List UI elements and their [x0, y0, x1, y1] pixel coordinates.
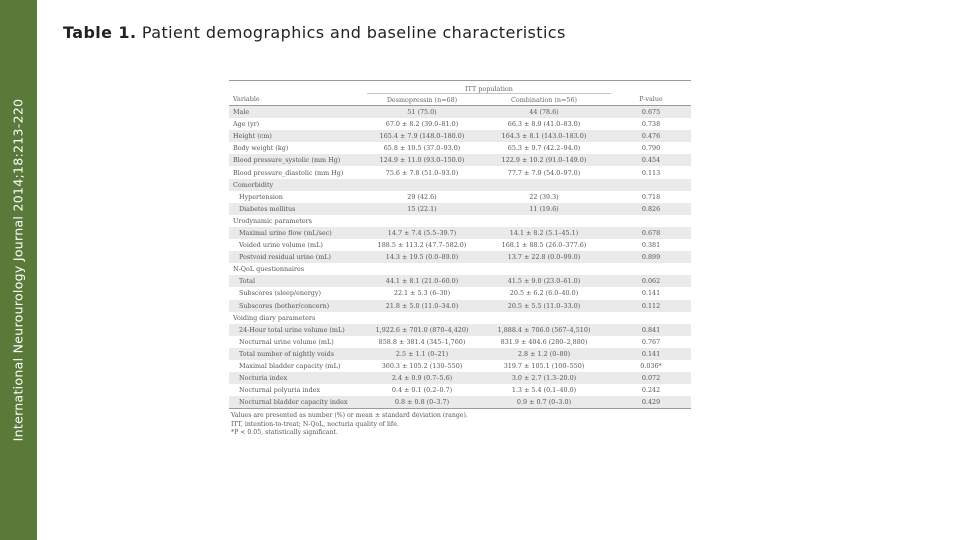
combination-value: 0.9 ± 0.7 (0–3.0) — [477, 396, 611, 409]
p-value: 0.429 — [611, 396, 691, 409]
p-value: 0.072 — [611, 372, 691, 384]
combination-value: 77.7 ± 7.9 (54.0–97.0) — [507, 168, 581, 177]
row-label: Hypertension — [239, 192, 283, 201]
column-header-pvalue: P-value — [611, 94, 691, 106]
desmopressin-value: 14.3 ± 19.5 (0.0–89.0) — [367, 251, 477, 263]
desmopressin-value: 21.8 ± 5.0 (11.0–34.0) — [367, 300, 477, 312]
row-label: Total — [229, 275, 367, 287]
desmopressin-value: 1,922.6 ± 701.0 (870–4,420) — [367, 324, 477, 336]
combination-value: 65.3 ± 9.7 (42.2–94.0) — [507, 144, 581, 153]
row-label: Nocturnal urine volume (mL) — [239, 337, 334, 346]
p-value: 0.841 — [611, 324, 691, 336]
desmopressin-value: 15 (22.1) — [367, 203, 477, 215]
desmopressin-value: 0.8 ± 0.8 (0–3.7) — [367, 396, 477, 409]
desmopressin-value: 44.1 ± 8.1 (21.0–60.0) — [367, 275, 477, 287]
table-row — [229, 360, 691, 372]
p-value: 0.454 — [611, 154, 691, 166]
p-value: 0.476 — [611, 130, 691, 142]
combination-value: 1,888.4 ± 706.0 (567–4,510) — [477, 324, 611, 336]
footnote: *P < 0.05, statistically significant. — [231, 428, 338, 436]
combination-value — [477, 215, 611, 227]
row-label: Voiding diary parameters — [233, 313, 316, 322]
p-value: 0.718 — [641, 192, 661, 201]
table-row — [229, 130, 691, 142]
table-row — [229, 142, 691, 154]
row-label: Postvoid residual urine (mL) — [229, 251, 367, 263]
column-header-desmopressin: Desmopressin (n=68) — [367, 94, 477, 106]
p-value — [611, 312, 691, 324]
row-label: Subscores (bother/concern) — [229, 300, 367, 312]
combination-value — [477, 179, 611, 191]
table-caption: Patient demographics and baseline characteristics — [141, 23, 566, 42]
combination-value: 20.5 ± 5.5 (11.0–33.0) — [477, 300, 611, 312]
combination-value: 13.7 ± 22.8 (0.0–99.0) — [477, 251, 611, 263]
table-row — [229, 396, 691, 409]
combination-value: 319.7 ± 105.1 (100–550) — [503, 362, 585, 371]
table-row — [229, 348, 691, 360]
table-number: Table 1. — [63, 23, 137, 42]
slide-title — [63, 23, 566, 42]
demographics-table — [229, 80, 691, 437]
column-header-combination: Combination (n=56) — [477, 94, 611, 106]
table-row — [229, 227, 691, 239]
table-row — [229, 239, 691, 251]
table-group-header-row — [229, 81, 691, 94]
row-label: 24-Hour total urine volume (mL) — [229, 324, 367, 336]
table-row — [229, 251, 691, 263]
p-value: 0.141 — [611, 348, 691, 360]
p-value: 0.062 — [611, 275, 691, 287]
desmopressin-value: 2.4 ± 0.9 (0.7–5.6) — [367, 372, 477, 384]
row-label: Male — [229, 106, 367, 119]
table-row — [229, 312, 691, 324]
table-body — [229, 106, 691, 409]
p-value: 0.141 — [641, 289, 661, 298]
p-value: 0.675 — [611, 106, 691, 119]
desmopressin-value — [367, 312, 477, 324]
desmopressin-value: 29 (42.6) — [407, 192, 437, 201]
row-label: Total number of nightly voids — [229, 348, 367, 360]
combination-value — [477, 263, 611, 275]
table-grid — [229, 80, 691, 409]
row-label: Height (cm) — [229, 130, 367, 142]
row-label: Maximal urine flow (mL/sec) — [229, 227, 367, 239]
table-row — [229, 154, 691, 166]
combination-value: 44 (78.6) — [477, 106, 611, 119]
desmopressin-value: 188.5 ± 113.2 (47.7–582.0) — [377, 241, 467, 250]
row-label: Urodynamic parameters — [233, 216, 312, 225]
desmopressin-value: 360.3 ± 105.2 (130–550) — [381, 362, 463, 371]
row-label: Comorbidity — [229, 179, 367, 191]
table-row — [229, 324, 691, 336]
p-value: 0.790 — [641, 144, 661, 153]
combination-value: 168.1 ± 88.5 (26.0–377.6) — [501, 241, 587, 250]
journal-sidebar — [0, 0, 37, 540]
combination-value: 20.5 ± 6.2 (6.0–40.0) — [509, 289, 579, 298]
row-label: Nocturia index — [229, 372, 367, 384]
row-label: Blood pressure_diastolic (mm Hg) — [233, 168, 344, 177]
p-value: 0.899 — [611, 251, 691, 263]
table-row — [229, 275, 691, 287]
p-value — [611, 179, 691, 191]
table-row — [229, 179, 691, 191]
p-value: 0.738 — [641, 120, 661, 129]
row-label: Diabetes mellitus — [229, 203, 367, 215]
row-label: Age (yr) — [233, 120, 260, 129]
combination-value: 1.3 ± 5.4 (0.1–40.0) — [511, 386, 577, 395]
column-header-variable: Variable — [229, 94, 367, 106]
table-row — [229, 166, 691, 178]
table-footnotes — [229, 412, 691, 437]
row-label: Blood pressure_systolic (mm Hg) — [229, 154, 367, 166]
desmopressin-value: 22.1 ± 5.3 (6–30) — [393, 289, 451, 298]
table-row — [229, 118, 691, 130]
p-value: 0.242 — [641, 386, 661, 395]
combination-value: 164.3 ± 8.1 (143.0–183.0) — [477, 130, 611, 142]
row-label: Body weight (kg) — [233, 144, 289, 153]
p-value: 0.112 — [611, 300, 691, 312]
p-value: 0.036* — [640, 362, 662, 371]
journal-citation: International Neurourology Journal 2014;18:213-220 — [10, 98, 26, 442]
table-row — [229, 106, 691, 119]
desmopressin-value: 0.4 ± 0.1 (0.2–0.7) — [391, 386, 453, 395]
desmopressin-value: 2.5 ± 1.1 (0–21) — [367, 348, 477, 360]
desmopressin-value: 14.7 ± 7.4 (5.5–39.7) — [367, 227, 477, 239]
footnote: ITT, intention-to-treat; N-QoL, nocturia quality of life. — [231, 420, 399, 428]
p-value — [611, 263, 691, 275]
combination-value: 66.3 ± 8.9 (41.0–83.0) — [507, 120, 581, 129]
footnote: Values are presented as number (%) or mean ± standard deviation (range). — [231, 412, 468, 420]
row-label: Maximal bladder capacity (mL) — [239, 362, 341, 371]
combination-value — [477, 312, 611, 324]
row-label: Nocturnal bladder capacity index — [229, 396, 367, 409]
combination-value: 14.1 ± 8.2 (5.1–45.1) — [477, 227, 611, 239]
table-header-row — [229, 94, 691, 106]
p-value: 0.678 — [611, 227, 691, 239]
combination-value: 11 (19.6) — [477, 203, 611, 215]
table-row — [229, 203, 691, 215]
row-label: Nocturnal polyuria index — [239, 386, 321, 395]
row-label: N-QoL questionnaires — [233, 265, 305, 274]
p-value: 0.826 — [611, 203, 691, 215]
row-label: Subscores (sleep/energy) — [239, 289, 321, 298]
table-row — [229, 336, 691, 348]
p-value — [611, 215, 691, 227]
table-row — [229, 287, 691, 299]
desmopressin-value: 858.8 ± 381.4 (345–1,760) — [378, 337, 466, 346]
desmopressin-value: 67.0 ± 8.2 (39.0–81.0) — [385, 120, 459, 129]
row-label: Voided urine volume (mL) — [239, 241, 323, 250]
table-row — [229, 384, 691, 396]
combination-value: 831.9 ± 404.6 (280–2,880) — [500, 337, 588, 346]
table-row — [229, 300, 691, 312]
desmopressin-value: 65.8 ± 10.5 (37.0–93.0) — [383, 144, 461, 153]
table-row — [229, 215, 691, 227]
combination-value: 22 (39.3) — [529, 192, 559, 201]
desmopressin-value: 165.4 ± 7.9 (148.0–180.0) — [367, 130, 477, 142]
desmopressin-value — [367, 215, 477, 227]
combination-value: 122.9 ± 10.2 (91.0–149.0) — [477, 154, 611, 166]
p-value: 0.767 — [641, 337, 661, 346]
desmopressin-value: 51 (75.0) — [367, 106, 477, 119]
table-row — [229, 191, 691, 203]
p-value: 0.381 — [641, 241, 661, 250]
combination-value: 2.8 ± 1.2 (0–80) — [477, 348, 611, 360]
group-header: ITT population — [367, 81, 611, 94]
desmopressin-value — [367, 179, 477, 191]
desmopressin-value: 124.9 ± 11.0 (93.0–150.0) — [367, 154, 477, 166]
blank-header-cell — [229, 81, 367, 94]
combination-value: 41.5 ± 9.0 (23.0–61.0) — [477, 275, 611, 287]
p-value: 0.113 — [641, 168, 661, 177]
combination-value: 3.0 ± 2.7 (1.3–20.0) — [477, 372, 611, 384]
desmopressin-value — [367, 263, 477, 275]
table-row — [229, 263, 691, 275]
blank-header-cell — [611, 81, 691, 94]
table-row — [229, 372, 691, 384]
desmopressin-value: 75.6 ± 7.8 (51.0–93.0) — [385, 168, 459, 177]
